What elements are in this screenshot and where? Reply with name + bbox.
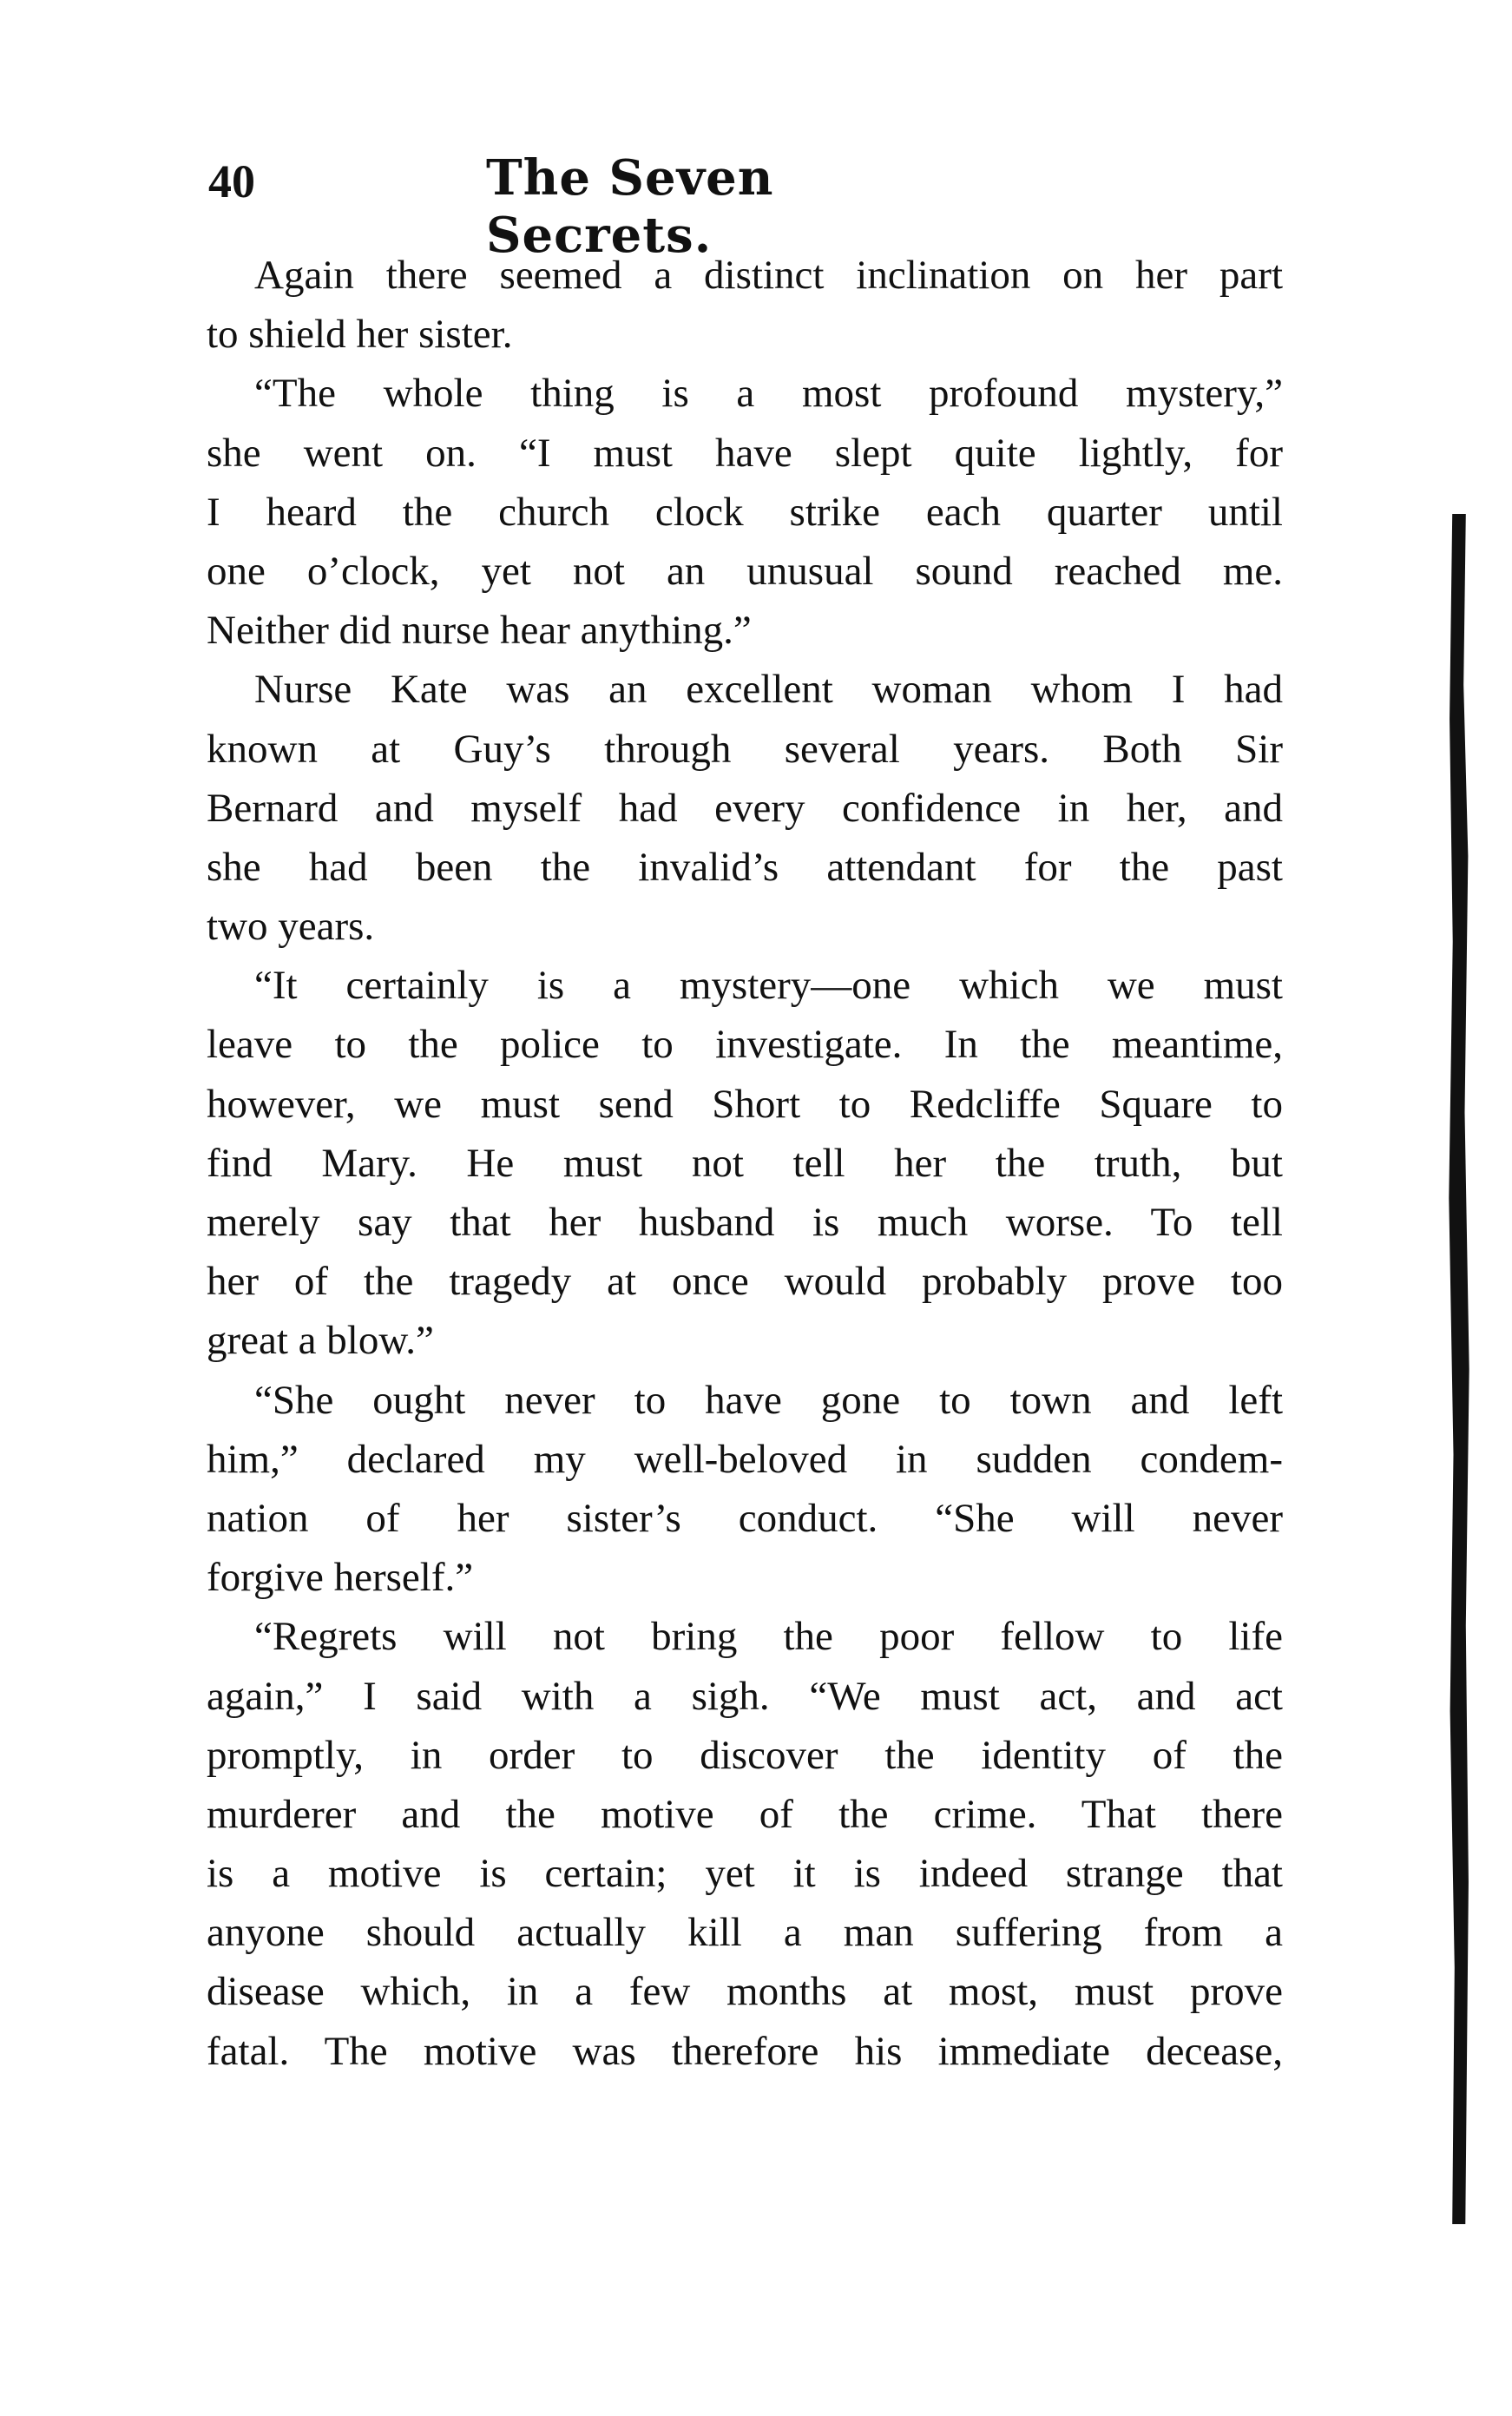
text-line: she had been the invalid’s attendant for the past [207, 844, 1283, 890]
text-line: two years. [207, 904, 375, 950]
text-line: anyone should actually kill a man suffering from a [207, 1910, 1283, 1956]
text-line: she went on. “I must have slept quite lightly, for [207, 430, 1283, 476]
text-line: find Mary. He must not tell her the truth, but [207, 1140, 1283, 1186]
page-edge-shadow [1448, 514, 1470, 2224]
text-line: promptly, in order to discover the identity of the [207, 1732, 1283, 1778]
text-line: however, we must send Short to Redcliffe Square to [207, 1081, 1283, 1127]
text-line: him,” declared my well-beloved in sudden condem- [207, 1436, 1283, 1482]
text-line: nation of her sister’s conduct. “She will never [207, 1495, 1283, 1541]
text-line: Neither did nurse hear anything.” [207, 608, 752, 654]
text-line: fatal. The motive was therefore his immediate decease, [207, 2028, 1283, 2074]
page-number: 40 [208, 155, 255, 207]
text-line: Nurse Kate was an excellent woman whom I had [254, 667, 1283, 713]
text-line: “It certainly is a mystery—one which we must [254, 963, 1283, 1009]
body-text [207, 246, 1283, 2081]
text-line: forgive herself.” [207, 1555, 474, 1601]
text-line: disease which, in a few months at most, must prove [207, 1969, 1283, 2015]
text-line: known at Guy’s through several years. Both Sir [207, 726, 1283, 772]
text-line: “She ought never to have gone to town and left [254, 1377, 1283, 1423]
text-line: “Regrets will not bring the poor fellow to life [254, 1614, 1283, 1660]
text-line: I heard the church clock strike each quarter until [207, 489, 1283, 535]
text-line: murderer and the motive of the crime. That there [207, 1791, 1283, 1837]
text-line: great a blow.” [207, 1318, 434, 1364]
text-line: “The whole thing is a most profound mystery,” [254, 371, 1283, 417]
text-line: merely say that her husband is much worse. To tell [207, 1200, 1283, 1245]
text-line: her of the tragedy at once would probably prove too [207, 1259, 1283, 1305]
text-line: is a motive is certain; yet it is indeed strange that [207, 1851, 1283, 1897]
text-line: Bernard and myself had every confidence in her, and [207, 785, 1283, 831]
text-line: to shield her sister. [207, 312, 513, 358]
text-line: leave to the police to investigate. In the meantime, [207, 1022, 1283, 1068]
text-line: Again there seemed a distinct inclination on her part [254, 253, 1283, 298]
text-line: again,” I said with a sigh. “We must act, and act [207, 1673, 1283, 1719]
running-title: The Seven Secrets. [486, 149, 774, 264]
text-line: one o’clock, yet not an unusual sound reached me. [207, 548, 1283, 594]
